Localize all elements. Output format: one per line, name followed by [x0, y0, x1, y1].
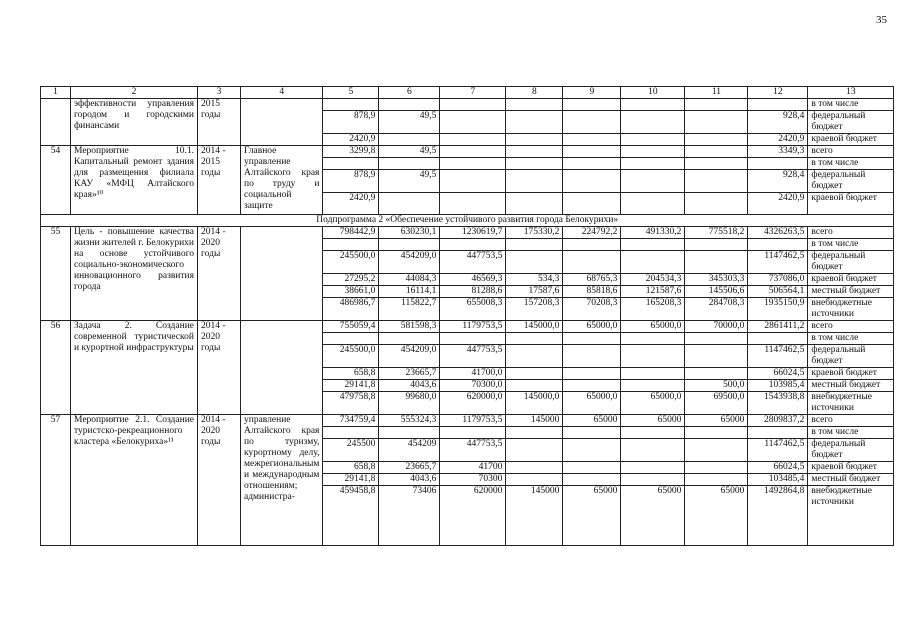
funding-source: внебюджетные источники — [808, 298, 894, 321]
amount-cell — [563, 158, 621, 170]
amount-cell: 157208,3 — [506, 298, 563, 321]
activity-name: Мероприятие 10.1. Капитальный ремонт здания для размещения филиала КАУ «МФЦ Алтайского края»¹⁰ — [71, 146, 198, 215]
amount-cell — [563, 111, 621, 134]
amount-cell: 66024,5 — [748, 462, 808, 474]
amount-cell: 65000,0 — [563, 392, 621, 415]
table-row — [41, 227, 894, 239]
amount-cell — [685, 333, 748, 345]
amount-cell: 2420,9 — [323, 134, 379, 146]
amount-cell — [563, 462, 621, 474]
column-header: 4 — [241, 87, 323, 99]
amount-cell — [685, 345, 748, 368]
amount-cell — [440, 239, 506, 251]
amount-cell: 224792,2 — [563, 227, 621, 239]
column-header: 1 — [41, 87, 71, 99]
amount-cell — [440, 111, 506, 134]
funding-source: местный бюджет — [808, 380, 894, 392]
row-number: 56 — [41, 321, 71, 415]
column-header: 13 — [808, 87, 894, 99]
amount-cell — [685, 170, 748, 193]
amount-cell — [563, 99, 621, 111]
amount-cell: 46569,3 — [440, 274, 506, 286]
funding-source: краевой бюджет — [808, 368, 894, 380]
amount-cell: 2861411,2 — [748, 321, 808, 333]
table-row — [41, 321, 894, 333]
funding-source: внебюджетные источники — [808, 392, 894, 415]
amount-cell — [563, 439, 621, 462]
amount-cell: 29141,8 — [323, 380, 379, 392]
funding-source: в том числе — [808, 239, 894, 251]
amount-cell: 4326263,5 — [748, 227, 808, 239]
amount-cell — [440, 170, 506, 193]
funding-source: в том числе — [808, 427, 894, 439]
column-header: 10 — [621, 87, 685, 99]
amount-cell — [506, 345, 563, 368]
amount-cell — [506, 111, 563, 134]
executor: управление Алтайского края по туризму, курортному делу, межрегиональным и международным отношениям; администра- — [241, 415, 323, 546]
amount-cell: 734759,4 — [323, 415, 379, 427]
amount-cell: 145000 — [506, 415, 563, 427]
amount-cell: 70300,0 — [440, 380, 506, 392]
amount-cell: 454209 — [379, 439, 440, 462]
budget-table — [40, 86, 894, 546]
amount-cell: 44084,3 — [379, 274, 440, 286]
amount-cell — [506, 99, 563, 111]
amount-cell — [685, 134, 748, 146]
amount-cell — [685, 251, 748, 274]
amount-cell — [323, 99, 379, 111]
amount-cell: 500,0 — [685, 380, 748, 392]
table-body — [41, 87, 894, 546]
amount-cell: 534,3 — [506, 274, 563, 286]
column-header: 12 — [748, 87, 808, 99]
column-header: 5 — [323, 87, 379, 99]
funding-source: внебюджетные источники — [808, 486, 894, 546]
amount-cell: 928,4 — [748, 111, 808, 134]
amount-cell — [563, 380, 621, 392]
amount-cell — [685, 427, 748, 439]
amount-cell: 737086,0 — [748, 274, 808, 286]
amount-cell: 798442,9 — [323, 227, 379, 239]
funding-source: всего — [808, 415, 894, 427]
period: 2014 - 2020 годы — [198, 415, 241, 546]
amount-cell: 878,9 — [323, 111, 379, 134]
subprogram-title: Подпрограмма 2 «Обеспечение устойчивого развития города Белокурихи» — [41, 215, 894, 227]
amount-cell: 175330,2 — [506, 227, 563, 239]
funding-source: местный бюджет — [808, 286, 894, 298]
amount-cell — [440, 99, 506, 111]
funding-source: краевой бюджет — [808, 462, 894, 474]
amount-cell: 49,5 — [379, 146, 440, 158]
amount-cell — [506, 427, 563, 439]
funding-source: в том числе — [808, 99, 894, 111]
amount-cell — [506, 251, 563, 274]
amount-cell: 1935150,9 — [748, 298, 808, 321]
period: 2014 - 2015 годы — [198, 146, 241, 215]
amount-cell: 65000 — [685, 415, 748, 427]
amount-cell: 878,9 — [323, 170, 379, 193]
amount-cell: 4043,6 — [379, 380, 440, 392]
amount-cell — [563, 134, 621, 146]
amount-cell — [506, 462, 563, 474]
row-number: 55 — [41, 227, 71, 321]
amount-cell: 620000,0 — [440, 392, 506, 415]
amount-cell: 115822,7 — [379, 298, 440, 321]
amount-cell: 581598,3 — [379, 321, 440, 333]
amount-cell — [440, 193, 506, 215]
amount-cell — [506, 158, 563, 170]
amount-cell: 65000 — [685, 486, 748, 546]
amount-cell: 23665,7 — [379, 368, 440, 380]
funding-source: всего — [808, 146, 894, 158]
amount-cell — [621, 427, 685, 439]
amount-cell — [563, 251, 621, 274]
amount-cell: 103485,4 — [748, 474, 808, 486]
row-number — [41, 99, 71, 146]
amount-cell — [621, 474, 685, 486]
amount-cell: 555324,3 — [379, 415, 440, 427]
amount-cell: 3349,3 — [748, 146, 808, 158]
funding-source: федеральный бюджет — [808, 439, 894, 462]
amount-cell: 1492864,8 — [748, 486, 808, 546]
amount-cell: 41700,0 — [440, 368, 506, 380]
amount-cell: 655008,3 — [440, 298, 506, 321]
amount-cell: 65000,0 — [621, 321, 685, 333]
amount-cell — [563, 427, 621, 439]
amount-cell: 81288,6 — [440, 286, 506, 298]
funding-source: федеральный бюджет — [808, 111, 894, 134]
amount-cell — [379, 134, 440, 146]
column-header: 11 — [685, 87, 748, 99]
amount-cell — [621, 345, 685, 368]
amount-cell — [379, 333, 440, 345]
amount-cell: 1147462,5 — [748, 345, 808, 368]
funding-source: в том числе — [808, 333, 894, 345]
amount-cell — [563, 170, 621, 193]
amount-cell — [323, 427, 379, 439]
amount-cell: 345303,3 — [685, 274, 748, 286]
amount-cell: 65000,0 — [621, 392, 685, 415]
executor — [241, 99, 323, 146]
amount-cell — [440, 134, 506, 146]
amount-cell: 103985,4 — [748, 380, 808, 392]
funding-source: краевой бюджет — [808, 134, 894, 146]
amount-cell: 41700 — [440, 462, 506, 474]
amount-cell: 65000 — [563, 486, 621, 546]
amount-cell — [563, 368, 621, 380]
amount-cell: 620000 — [440, 486, 506, 546]
amount-cell: 145000,0 — [506, 392, 563, 415]
amount-cell: 65000 — [563, 415, 621, 427]
amount-cell: 65000,0 — [563, 321, 621, 333]
amount-cell: 658,8 — [323, 368, 379, 380]
row-number: 57 — [41, 415, 71, 546]
period: 2014 - 2020 годы — [198, 321, 241, 415]
amount-cell: 284708,3 — [685, 298, 748, 321]
period: 2014 - 2020 годы — [198, 227, 241, 321]
amount-cell: 459458,8 — [323, 486, 379, 546]
funding-source: краевой бюджет — [808, 274, 894, 286]
amount-cell — [506, 239, 563, 251]
amount-cell: 27295,2 — [323, 274, 379, 286]
amount-cell — [379, 427, 440, 439]
amount-cell: 658,8 — [323, 462, 379, 474]
funding-source: краевой бюджет — [808, 193, 894, 215]
amount-cell: 4043,6 — [379, 474, 440, 486]
amount-cell: 506564,1 — [748, 286, 808, 298]
amount-cell: 204534,3 — [621, 274, 685, 286]
executor — [241, 227, 323, 321]
amount-cell: 66024,5 — [748, 368, 808, 380]
amount-cell: 145000,0 — [506, 321, 563, 333]
amount-cell: 1147462,5 — [748, 439, 808, 462]
amount-cell — [685, 193, 748, 215]
amount-cell — [506, 474, 563, 486]
amount-cell — [379, 99, 440, 111]
amount-cell — [748, 158, 808, 170]
amount-cell — [621, 333, 685, 345]
amount-cell — [563, 239, 621, 251]
amount-cell: 3299,8 — [323, 146, 379, 158]
amount-cell — [621, 111, 685, 134]
activity-name: Мероприятие 2.1. Создание туристско-рекреационного кластера «Белокуриха»¹¹ — [71, 415, 198, 546]
amount-cell — [563, 193, 621, 215]
amount-cell: 121587,6 — [621, 286, 685, 298]
page-number: 35 — [876, 14, 887, 26]
amount-cell: 68765,3 — [563, 274, 621, 286]
amount-cell — [748, 99, 808, 111]
amount-cell — [685, 239, 748, 251]
amount-cell — [563, 333, 621, 345]
column-header: 3 — [198, 87, 241, 99]
amount-cell: 70300 — [440, 474, 506, 486]
amount-cell — [621, 170, 685, 193]
amount-cell: 69500,0 — [685, 392, 748, 415]
amount-cell — [685, 99, 748, 111]
amount-cell: 630230,1 — [379, 227, 440, 239]
funding-source: всего — [808, 321, 894, 333]
amount-cell — [379, 158, 440, 170]
amount-cell: 49,5 — [379, 111, 440, 134]
amount-cell — [685, 439, 748, 462]
amount-cell: 447753,5 — [440, 439, 506, 462]
column-header: 2 — [71, 87, 198, 99]
amount-cell: 928,4 — [748, 170, 808, 193]
amount-cell — [685, 462, 748, 474]
amount-cell — [323, 158, 379, 170]
amount-cell: 65000 — [621, 486, 685, 546]
funding-source: федеральный бюджет — [808, 170, 894, 193]
amount-cell: 16114,1 — [379, 286, 440, 298]
amount-cell — [506, 193, 563, 215]
column-header: 6 — [379, 87, 440, 99]
amount-cell — [440, 333, 506, 345]
funding-source: федеральный бюджет — [808, 251, 894, 274]
funding-source: всего — [808, 227, 894, 239]
amount-cell — [563, 474, 621, 486]
amount-cell: 245500 — [323, 439, 379, 462]
amount-cell — [323, 333, 379, 345]
amount-cell — [685, 368, 748, 380]
amount-cell — [621, 158, 685, 170]
amount-cell: 99680,0 — [379, 392, 440, 415]
amount-cell: 1179753,5 — [440, 321, 506, 333]
amount-cell — [506, 333, 563, 345]
amount-cell: 73406 — [379, 486, 440, 546]
amount-cell — [621, 99, 685, 111]
amount-cell — [323, 239, 379, 251]
amount-cell — [621, 462, 685, 474]
amount-cell: 145000 — [506, 486, 563, 546]
amount-cell — [621, 380, 685, 392]
amount-cell — [621, 134, 685, 146]
amount-cell — [506, 146, 563, 158]
table-row — [41, 99, 894, 111]
amount-cell — [440, 158, 506, 170]
amount-cell: 145506,6 — [685, 286, 748, 298]
amount-cell — [621, 239, 685, 251]
amount-cell: 1147462,5 — [748, 251, 808, 274]
activity-name: Цель - повышение качества жизни жителей г. Белокурихи на основе устойчивого социально-экономического инновационного развития города — [71, 227, 198, 321]
subprogram-row — [41, 215, 894, 227]
amount-cell — [685, 111, 748, 134]
amount-cell — [621, 439, 685, 462]
column-header: 9 — [563, 87, 621, 99]
executor: Главное управление Алтайского края по труду и социальной защите — [241, 146, 323, 215]
amount-cell — [563, 146, 621, 158]
amount-cell: 70208,3 — [563, 298, 621, 321]
amount-cell: 49,5 — [379, 170, 440, 193]
amount-cell — [506, 380, 563, 392]
amount-cell: 454209,0 — [379, 251, 440, 274]
amount-cell: 165208,3 — [621, 298, 685, 321]
amount-cell — [440, 146, 506, 158]
amount-cell — [440, 427, 506, 439]
amount-cell: 491330,2 — [621, 227, 685, 239]
amount-cell: 2420,9 — [323, 193, 379, 215]
period: 2015 годы — [198, 99, 241, 146]
activity-name: эффективности управления городом и городскими финансами — [71, 99, 198, 146]
amount-cell — [748, 427, 808, 439]
amount-cell — [379, 193, 440, 215]
amount-cell: 454209,0 — [379, 345, 440, 368]
amount-cell: 447753,5 — [440, 345, 506, 368]
amount-cell — [506, 439, 563, 462]
amount-cell — [621, 193, 685, 215]
amount-cell — [506, 134, 563, 146]
amount-cell: 1543938,8 — [748, 392, 808, 415]
amount-cell — [621, 251, 685, 274]
row-number: 54 — [41, 146, 71, 215]
executor — [241, 321, 323, 415]
amount-cell: 1230619,7 — [440, 227, 506, 239]
amount-cell: 65000 — [621, 415, 685, 427]
amount-cell: 85818,6 — [563, 286, 621, 298]
amount-cell — [685, 474, 748, 486]
amount-cell: 2809837,2 — [748, 415, 808, 427]
amount-cell — [506, 170, 563, 193]
amount-cell: 447753,5 — [440, 251, 506, 274]
column-header: 7 — [440, 87, 506, 99]
amount-cell — [685, 158, 748, 170]
amount-cell: 38661,0 — [323, 286, 379, 298]
amount-cell — [621, 368, 685, 380]
amount-cell: 245500,0 — [323, 345, 379, 368]
table-row — [41, 415, 894, 427]
header-row — [41, 87, 894, 99]
amount-cell: 1179753,5 — [440, 415, 506, 427]
funding-source: федеральный бюджет — [808, 345, 894, 368]
amount-cell — [748, 333, 808, 345]
amount-cell: 2420,9 — [748, 134, 808, 146]
amount-cell: 2420,9 — [748, 193, 808, 215]
amount-cell: 17587,6 — [506, 286, 563, 298]
amount-cell — [563, 345, 621, 368]
amount-cell: 70000,0 — [685, 321, 748, 333]
table-row — [41, 146, 894, 158]
amount-cell: 479758,8 — [323, 392, 379, 415]
amount-cell: 775518,2 — [685, 227, 748, 239]
amount-cell — [748, 239, 808, 251]
amount-cell — [621, 146, 685, 158]
amount-cell: 23665,7 — [379, 462, 440, 474]
amount-cell: 486986,7 — [323, 298, 379, 321]
activity-name: Задача 2. Создание современной туристической и курортной инфраструктуры — [71, 321, 198, 415]
amount-cell — [506, 368, 563, 380]
amount-cell: 755059,4 — [323, 321, 379, 333]
amount-cell: 29141,8 — [323, 474, 379, 486]
funding-source: местный бюджет — [808, 474, 894, 486]
column-header: 8 — [506, 87, 563, 99]
funding-source: в том числе — [808, 158, 894, 170]
amount-cell — [379, 239, 440, 251]
amount-cell: 245500,0 — [323, 251, 379, 274]
amount-cell — [685, 146, 748, 158]
